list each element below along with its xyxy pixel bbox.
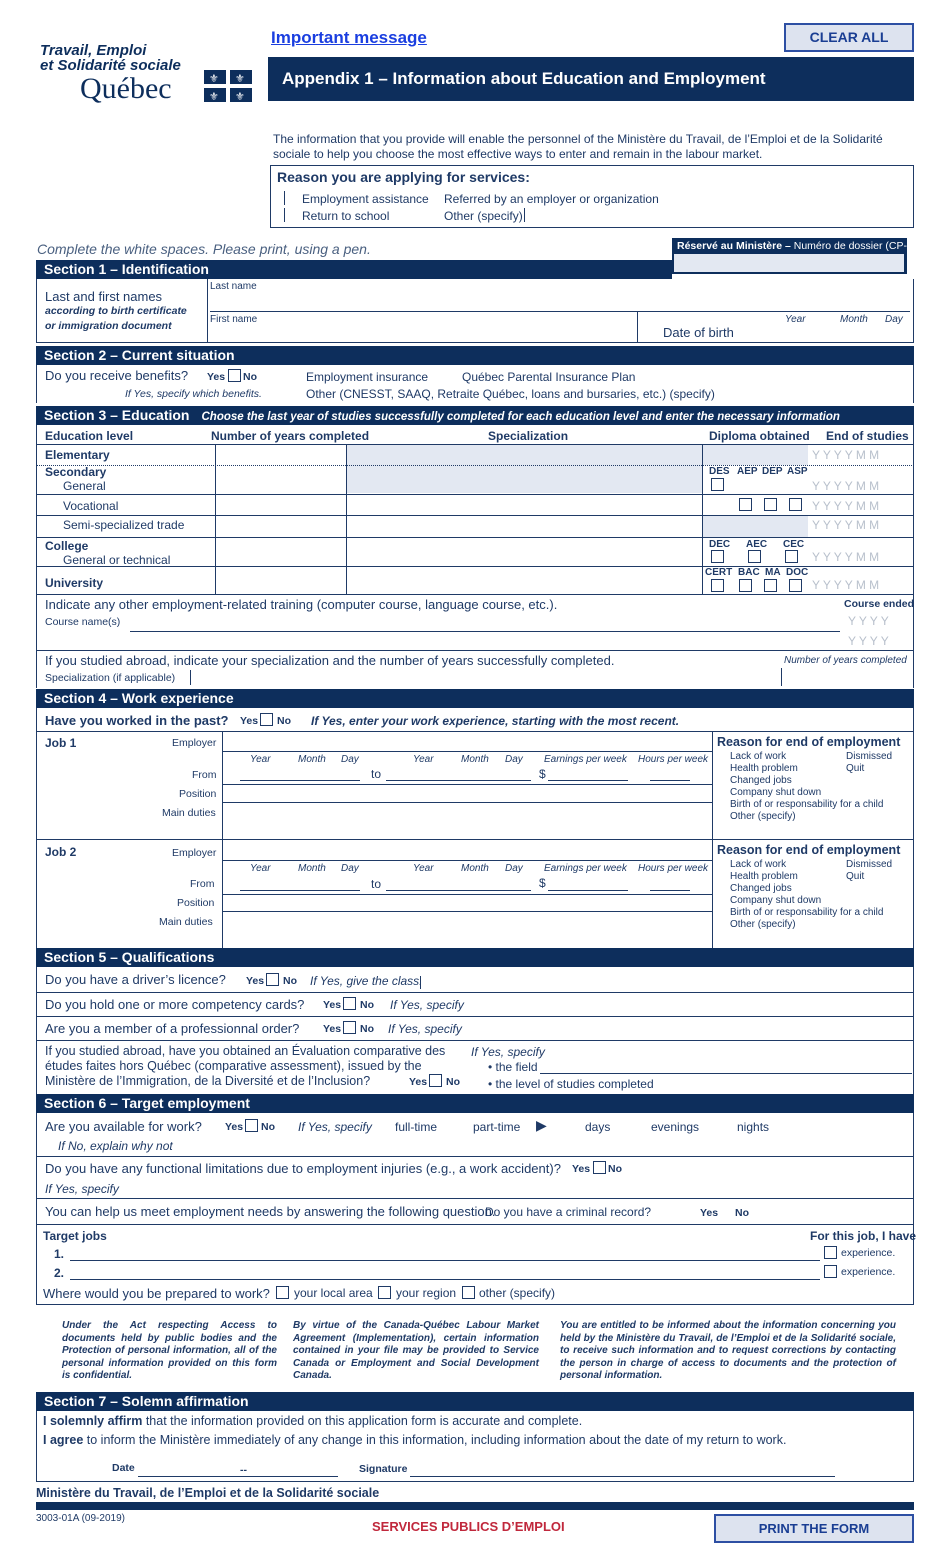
des-checkbox[interactable] bbox=[711, 478, 724, 491]
local-checkbox[interactable] bbox=[276, 1286, 289, 1299]
reserved-label: Réservé au Ministère – Numéro de dossier (CP-12) bbox=[677, 240, 923, 252]
exp-2-label: experience. bbox=[841, 1266, 896, 1278]
job1-dollar: $ bbox=[539, 767, 546, 781]
diploma-ma: MA bbox=[765, 567, 781, 578]
job1-to-year: Year bbox=[413, 754, 434, 765]
order-question: Are you a member of a professionnal order? bbox=[45, 1021, 300, 1036]
benefit-other[interactable]: Other (CNESST, SAAQ, Retraite Québec, loans and bursaries, etc.) (specify) bbox=[306, 387, 715, 401]
legal-agreement: By virtue of the Canada-Québec Labour Market Agreement (Implementation), certain information contained in your file may be provided to Service Canada or Employment and Social Development Canada. bbox=[293, 1320, 539, 1381]
licence-if: If Yes, give the class. bbox=[310, 974, 423, 988]
file-number-field[interactable] bbox=[674, 254, 904, 272]
cards-yes-checkbox[interactable] bbox=[343, 997, 356, 1010]
first-name-input[interactable] bbox=[210, 342, 636, 343]
col-education-level: Education level bbox=[45, 429, 134, 443]
job2-dollar: $ bbox=[539, 876, 546, 890]
diploma-aep: AEP bbox=[737, 466, 758, 477]
dob-month: Month bbox=[840, 314, 868, 325]
section2-title: Section 2 – Current situation bbox=[36, 346, 914, 365]
exp-2-checkbox[interactable] bbox=[824, 1265, 837, 1278]
criminal-question: Do you have a criminal record? bbox=[485, 1205, 652, 1219]
legal-rights: You are entitled to be informed about the information concerning you held by the Ministère du Travail, de l’Emploi et de la Solidarité sociale, to receive such information and to request corrections by contacting the person in charge of access to documents and the protection of personal information. bbox=[560, 1320, 896, 1381]
doc-checkbox[interactable] bbox=[789, 579, 802, 592]
needs-question: You can help us meet employment needs by answering the following question. bbox=[45, 1204, 496, 1219]
ecf-level: • the level of studies completed bbox=[488, 1077, 654, 1091]
diploma-asp: ASP bbox=[787, 466, 808, 477]
region-label: your region bbox=[396, 1286, 457, 1300]
where-question: Where would you be prepared to work? bbox=[43, 1286, 270, 1301]
cards-question: Do you hold one or more competency cards? bbox=[45, 997, 305, 1012]
job1-other[interactable]: Other (specify) bbox=[730, 811, 796, 822]
job1-quit[interactable]: Quit bbox=[846, 763, 865, 774]
job2-duties-label: Main duties bbox=[159, 916, 213, 928]
exp-1-checkbox[interactable] bbox=[824, 1246, 837, 1259]
job1-to-label: to bbox=[371, 767, 382, 781]
job2-birth[interactable]: Birth of or responsability for a child bbox=[730, 907, 884, 918]
names-label-3: or immigration document bbox=[45, 320, 172, 332]
available-yes-checkbox[interactable] bbox=[245, 1119, 258, 1132]
limitations-yes-checkbox[interactable] bbox=[593, 1161, 606, 1174]
row-college: College bbox=[45, 539, 89, 553]
intro-text: The information that you provide will enable the personnel of the Ministère du Travail, de l’Emploi et de la Solidarité sociale to help you choose the most effective ways to enter and remain in the labour market. bbox=[273, 132, 883, 161]
job2-employer-input[interactable] bbox=[222, 860, 712, 861]
job2-from-month: Month bbox=[298, 863, 326, 874]
reason-return-school[interactable]: Return to school bbox=[302, 209, 390, 223]
job1-from-label: From bbox=[192, 769, 217, 781]
diploma-dec: DEC bbox=[709, 539, 731, 550]
target-2-label: 2. bbox=[54, 1266, 65, 1280]
job1-birth[interactable]: Birth of or responsability for a child bbox=[730, 799, 884, 810]
benefits-yes[interactable]: Yes bbox=[207, 371, 226, 383]
signature-input[interactable] bbox=[410, 1476, 835, 1477]
target-jobs-label: Target jobs bbox=[43, 1229, 107, 1243]
ecf-if: If Yes, specify bbox=[471, 1045, 545, 1059]
diploma-aec: AEC bbox=[746, 539, 768, 550]
target-job-1-input[interactable] bbox=[70, 1260, 820, 1261]
benefits-question: Do you receive benefits? bbox=[45, 368, 189, 383]
job2-dismissed[interactable]: Dismissed bbox=[846, 859, 893, 870]
job1-label: Job 1 bbox=[45, 736, 77, 750]
benefit-ei[interactable]: Employment insurance bbox=[306, 370, 429, 384]
limitations-no[interactable]: No bbox=[608, 1163, 622, 1175]
footer-bar bbox=[36, 1502, 914, 1510]
org-name-line1: Travail, Emploi bbox=[40, 42, 147, 59]
signature-label: Signature bbox=[359, 1463, 408, 1475]
cards-yes[interactable]: Yes bbox=[323, 999, 342, 1011]
job1-duties-label: Main duties bbox=[162, 807, 216, 819]
ecf-no[interactable]: No bbox=[446, 1076, 460, 1088]
course-ended-label: Course ended bbox=[844, 598, 915, 610]
reason-other[interactable]: Other (specify) bbox=[444, 209, 523, 223]
cards-no[interactable]: No bbox=[360, 999, 374, 1011]
job2-earnings-input[interactable] bbox=[548, 890, 628, 891]
order-yes-checkbox[interactable] bbox=[343, 1021, 356, 1034]
job1-from-day: Day bbox=[341, 754, 359, 765]
asp-checkbox[interactable] bbox=[789, 498, 802, 511]
diploma-des: DES bbox=[709, 466, 730, 477]
limitations-if: If Yes, specify bbox=[45, 1182, 119, 1196]
job2-hours-label: Hours per week bbox=[638, 863, 709, 874]
fleur-de-lis-flag-icon bbox=[204, 70, 252, 102]
diploma-cec: CEC bbox=[783, 539, 805, 550]
course-ended-2[interactable]: Y Y Y Y bbox=[848, 634, 889, 648]
svg-text:⚜: ⚜ bbox=[235, 90, 245, 102]
row-gen-tech: General or technical bbox=[63, 553, 171, 567]
bac-checkbox[interactable] bbox=[739, 579, 752, 592]
spec-if-label: Specialization (if applicable) bbox=[45, 672, 176, 684]
dec-checkbox[interactable] bbox=[711, 550, 724, 563]
col-diploma: Diploma obtained bbox=[709, 429, 810, 443]
available-days[interactable]: days bbox=[585, 1120, 611, 1134]
quebec-logo-text: Québec bbox=[80, 72, 172, 105]
diploma-doc: DOC bbox=[786, 567, 809, 578]
order-if: If Yes, specify bbox=[388, 1022, 462, 1036]
licence-yes[interactable]: Yes bbox=[246, 975, 265, 987]
cec-checkbox[interactable] bbox=[785, 550, 798, 563]
other-training-label: Indicate any other employment-related training (computer course, language course, etc.). bbox=[45, 597, 558, 612]
limitations-question: Do you have any functional limitations due to employment injuries (e.g., a work accident)? bbox=[45, 1161, 561, 1176]
important-message-link[interactable]: Important message bbox=[271, 28, 427, 47]
ecf-field-input[interactable] bbox=[540, 1073, 912, 1074]
job1-employer-input[interactable] bbox=[222, 751, 712, 752]
date-dash: -- bbox=[240, 1464, 247, 1476]
available-yes[interactable]: Yes bbox=[225, 1121, 244, 1133]
section5-title: Section 5 – Qualifications bbox=[36, 948, 914, 967]
worked-question: Have you worked in the past? bbox=[45, 713, 229, 728]
job1-changed[interactable]: Changed jobs bbox=[730, 775, 792, 786]
ma-checkbox[interactable] bbox=[764, 579, 777, 592]
instructions: Complete the white spaces. Please print, using a pen. bbox=[37, 241, 371, 257]
dep-checkbox[interactable] bbox=[764, 498, 777, 511]
benefits-yes-checkbox[interactable] bbox=[228, 369, 241, 382]
for-job-label: For this job, I have bbox=[810, 1229, 917, 1243]
order-no[interactable]: No bbox=[360, 1023, 374, 1035]
course-ended-1[interactable]: Y Y Y Y bbox=[848, 614, 889, 628]
job2-other[interactable]: Other (specify) bbox=[730, 919, 796, 930]
affirm-text: I solemnly affirm that the information provided on this application form is accurate and complete. bbox=[43, 1414, 583, 1428]
job1-from-year: Year bbox=[250, 754, 271, 765]
job2-from-label: From bbox=[190, 878, 215, 890]
row-secondary: Secondary bbox=[45, 465, 107, 479]
section4-title: Section 4 – Work experience bbox=[36, 689, 914, 708]
agree-text: I agree to inform the Ministère immediately of any change in this information, including information about the date of my return to work. bbox=[43, 1433, 787, 1447]
diploma-cert: CERT bbox=[705, 567, 733, 578]
job1-shutdown[interactable]: Company shut down bbox=[730, 787, 822, 798]
svg-text:⚜: ⚜ bbox=[235, 72, 245, 85]
job1-earnings-label: Earnings per week bbox=[544, 754, 627, 765]
dob-day: Day bbox=[885, 314, 903, 325]
criminal-yes[interactable]: Yes bbox=[700, 1207, 719, 1219]
job1-to-day: Day bbox=[505, 754, 523, 765]
arrow-right-icon: ▶ bbox=[536, 1117, 547, 1133]
job2-to-year: Year bbox=[413, 863, 434, 874]
print-form-button[interactable]: PRINT THE FORM bbox=[714, 1514, 914, 1543]
end-elementary[interactable]: Y Y Y Y M M bbox=[812, 448, 880, 462]
dob-year: Year bbox=[785, 314, 806, 325]
target-1-label: 1. bbox=[54, 1247, 65, 1261]
aep-checkbox[interactable] bbox=[739, 498, 752, 511]
ecf-question-1: If you studied abroad, have you obtained an Évaluation comparative des bbox=[45, 1044, 446, 1058]
criminal-no[interactable]: No bbox=[735, 1207, 749, 1219]
names-label-2: according to birth certificate bbox=[45, 305, 187, 317]
limitations-yes[interactable]: Yes bbox=[572, 1163, 591, 1175]
end-vocational[interactable]: Y Y Y Y M M bbox=[812, 499, 880, 513]
form-code: 3003-01A (09-2019) bbox=[36, 1513, 125, 1524]
abroad-label: If you studied abroad, indicate your specialization and the number of years successfully completed. bbox=[45, 653, 615, 668]
job2-to-input[interactable] bbox=[386, 890, 531, 891]
local-label: your local area bbox=[294, 1286, 373, 1300]
licence-question: Do you have a driver’s licence? bbox=[45, 972, 226, 987]
available-full-time[interactable]: full-time bbox=[395, 1120, 438, 1134]
available-no[interactable]: No bbox=[261, 1121, 275, 1133]
job1-employer-label: Employer bbox=[172, 737, 217, 749]
first-name-label: First name bbox=[210, 314, 258, 325]
reason-referred[interactable]: Referred by an employer or organization bbox=[444, 192, 659, 206]
licence-no[interactable]: No bbox=[283, 975, 297, 987]
available-evenings[interactable]: evenings bbox=[651, 1120, 700, 1134]
date-of-birth-label: Date of birth bbox=[663, 325, 734, 340]
available-nights[interactable]: nights bbox=[737, 1120, 770, 1134]
ecf-question-3: Ministère de l’Immigration, de la Diversité et de l’Inclusion? bbox=[45, 1074, 371, 1088]
job2-lack[interactable]: Lack of work bbox=[730, 859, 787, 870]
col-specialization: Specialization bbox=[488, 429, 569, 443]
other-region-checkbox[interactable] bbox=[462, 1286, 475, 1299]
job2-to-day: Day bbox=[505, 863, 523, 874]
ecf-yes-checkbox[interactable] bbox=[429, 1074, 442, 1087]
job1-from-month: Month bbox=[298, 754, 326, 765]
col-end: End of studies bbox=[826, 429, 909, 443]
clear-all-button[interactable]: CLEAR ALL bbox=[784, 23, 914, 52]
job1-to-month: Month bbox=[461, 754, 489, 765]
worked-yes[interactable]: Yes bbox=[240, 715, 259, 727]
reason-employment-assistance[interactable]: Employment assistance bbox=[302, 192, 429, 206]
available-question: Are you available for work? bbox=[45, 1119, 202, 1134]
col-years: Number of years completed bbox=[211, 429, 370, 443]
last-name-label: Last name bbox=[210, 281, 257, 292]
job2-from-input[interactable] bbox=[240, 890, 360, 891]
row-university: University bbox=[45, 576, 104, 590]
diploma-bac: BAC bbox=[738, 567, 760, 578]
job2-position-input[interactable] bbox=[222, 911, 712, 912]
job1-to-input[interactable] bbox=[386, 780, 531, 781]
job1-position-label: Position bbox=[179, 788, 217, 800]
job1-reason-title: Reason for end of employment bbox=[717, 735, 901, 749]
section3-title: Section 3 – Education Choose the last year of studies successfully completed for each education level and enter the necessary information bbox=[36, 406, 914, 425]
available-ifno: If No, explain why not bbox=[58, 1139, 173, 1153]
aec-checkbox[interactable] bbox=[748, 550, 761, 563]
end-university[interactable]: Y Y Y Y M M bbox=[812, 578, 880, 592]
job2-reason-title: Reason for end of employment bbox=[717, 843, 901, 857]
job2-from-year: Year bbox=[250, 863, 271, 874]
legal-confidential: Under the Act respecting Access to documents held by public bodies and the Protection of personal information, all of the personal information provided on this form is confidential. bbox=[62, 1320, 277, 1381]
job2-shutdown[interactable]: Company shut down bbox=[730, 895, 822, 906]
section1-title: Section 1 – Identification bbox=[36, 260, 672, 279]
job2-from-day: Day bbox=[341, 863, 359, 874]
job2-label: Job 2 bbox=[45, 845, 77, 859]
job1-hours-input[interactable] bbox=[650, 780, 690, 781]
benefit-qpip[interactable]: Québec Parental Insurance Plan bbox=[462, 370, 636, 384]
row-elementary: Elementary bbox=[45, 448, 110, 462]
section7-title: Section 7 – Solemn affirmation bbox=[36, 1392, 914, 1411]
benefits-ifyes: If Yes, specify which benefits. bbox=[125, 388, 262, 400]
other-region-label: other (specify) bbox=[479, 1286, 556, 1300]
row-general: General bbox=[63, 479, 106, 493]
job2-changed[interactable]: Changed jobs bbox=[730, 883, 792, 894]
target-job-2-input[interactable] bbox=[70, 1279, 820, 1280]
worked-yes-checkbox[interactable] bbox=[260, 713, 273, 726]
job2-earnings-label: Earnings per week bbox=[544, 863, 627, 874]
end-semi[interactable]: Y Y Y Y M M bbox=[812, 518, 880, 532]
job2-hours-input[interactable] bbox=[650, 890, 690, 891]
available-if: If Yes, specify bbox=[298, 1120, 372, 1134]
ecf-yes[interactable]: Yes bbox=[409, 1076, 428, 1088]
job1-position-input[interactable] bbox=[222, 802, 712, 803]
job2-employer-label: Employer bbox=[172, 847, 217, 859]
region-checkbox[interactable] bbox=[378, 1286, 391, 1299]
job1-dismissed[interactable]: Dismissed bbox=[846, 751, 893, 762]
reason-title: Reason you are applying for services: bbox=[277, 169, 530, 185]
cert-checkbox[interactable] bbox=[711, 579, 724, 592]
end-general[interactable]: Y Y Y Y M M bbox=[812, 479, 880, 493]
order-yes[interactable]: Yes bbox=[323, 1023, 342, 1035]
date-input[interactable] bbox=[138, 1476, 338, 1477]
job2-quit[interactable]: Quit bbox=[846, 871, 865, 882]
job1-hours-label: Hours per week bbox=[638, 754, 709, 765]
cards-if: If Yes, specify bbox=[390, 998, 464, 1012]
ecf-question-2: études faites hors Québec (comparative assessment), issued by the bbox=[45, 1059, 422, 1073]
job2-to-month: Month bbox=[461, 863, 489, 874]
course-name-input-1[interactable] bbox=[130, 631, 840, 632]
row-vocational: Vocational bbox=[63, 499, 119, 513]
services-label: SERVICES PUBLICS D’EMPLOI bbox=[372, 1519, 565, 1534]
worked-ifyes: If Yes, enter your work experience, starting with the most recent. bbox=[311, 714, 680, 728]
available-part-time[interactable]: part-time bbox=[473, 1120, 521, 1134]
num-years-label: Number of years completed bbox=[784, 655, 907, 666]
exp-1-label: experience. bbox=[841, 1247, 896, 1259]
svg-text:⚜: ⚜ bbox=[209, 90, 219, 102]
date-label: Date bbox=[112, 1462, 135, 1474]
svg-text:⚜: ⚜ bbox=[209, 72, 219, 85]
job2-position-label: Position bbox=[177, 897, 215, 909]
job1-lack[interactable]: Lack of work bbox=[730, 751, 787, 762]
course-names-label: Course name(s) bbox=[45, 616, 121, 628]
job2-health[interactable]: Health problem bbox=[730, 871, 798, 882]
licence-yes-checkbox[interactable] bbox=[266, 973, 279, 986]
worked-no[interactable]: No bbox=[277, 715, 291, 727]
names-label: Last and first names bbox=[45, 289, 163, 304]
job1-earnings-input[interactable] bbox=[548, 780, 628, 781]
row-semi: Semi-specialized trade bbox=[63, 518, 185, 532]
org-name-line2: et Solidarité sociale bbox=[40, 57, 181, 74]
job1-from-input[interactable] bbox=[240, 780, 360, 781]
ecf-field: • the field bbox=[488, 1060, 538, 1074]
footer-ministry: Ministère du Travail, de l’Emploi et de la Solidarité sociale bbox=[36, 1486, 380, 1500]
end-college[interactable]: Y Y Y Y M M bbox=[812, 550, 880, 564]
benefits-no[interactable]: No bbox=[243, 371, 257, 383]
job2-to-label: to bbox=[371, 877, 382, 891]
diploma-dep: DEP bbox=[762, 466, 783, 477]
job1-health[interactable]: Health problem bbox=[730, 763, 798, 774]
section6-title: Section 6 – Target employment bbox=[36, 1094, 914, 1113]
appendix-title: Appendix 1 – Information about Education and Employment bbox=[268, 57, 914, 101]
last-name-input[interactable] bbox=[210, 311, 910, 312]
